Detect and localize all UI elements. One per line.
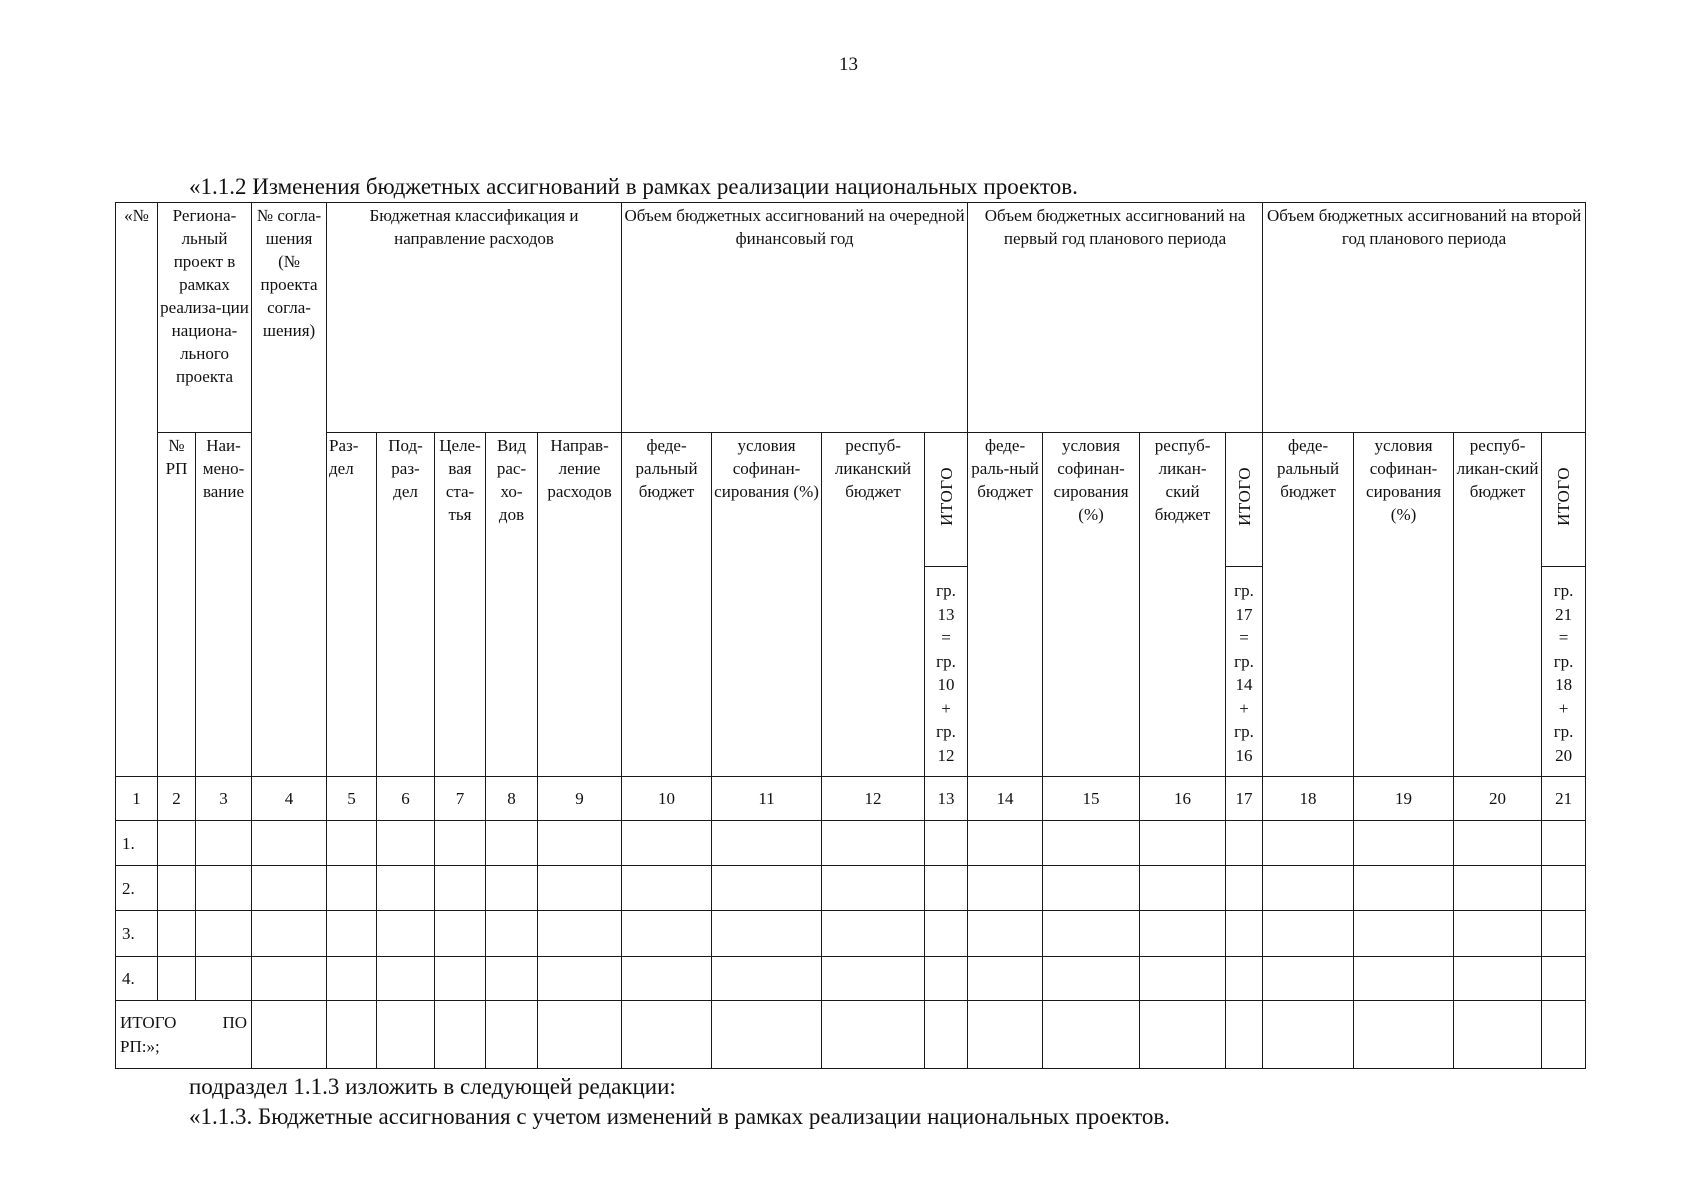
col-number: 9 [538, 777, 622, 821]
col-number: 2 [158, 777, 196, 821]
header-cofin-a: условия софинан-сирования (%) [712, 433, 822, 777]
col-number: 19 [1354, 777, 1454, 821]
header-num: «№ [116, 203, 158, 777]
col-number: 17 [1226, 777, 1263, 821]
budget-allocations-table [115, 202, 1586, 1069]
header-subsection: Под-раз-дел [377, 433, 435, 777]
header-row-sub [116, 433, 1586, 567]
col-number: 1 [116, 777, 158, 821]
col-number: 15 [1043, 777, 1140, 821]
header-expense-direction: Направ-ление расходов [538, 433, 622, 777]
header-cofin-b: условия софинан-сирования (%) [1043, 433, 1140, 777]
footer-next-section: «1.1.3. Бюджетные ассигнования с учетом изменений в рамках реализации национальных проектов. [189, 1104, 1170, 1129]
header-row-top [116, 203, 1586, 433]
column-numbers-row [116, 777, 1586, 821]
formula-col13: гр. 13 = гр. 10 + гр. 12 [925, 567, 968, 777]
col-number: 14 [968, 777, 1043, 821]
header-target-article: Целе-вая ста-тья [435, 433, 486, 777]
col-number: 16 [1140, 777, 1226, 821]
page-number: 13 [839, 54, 858, 75]
row-label: 3. [116, 911, 158, 957]
table-row [116, 957, 1586, 1001]
col-number: 5 [327, 777, 377, 821]
header-regional-project: Региона-льный проект в рамках реализа-ции национа-льного проекта [158, 203, 252, 433]
col-number: 7 [435, 777, 486, 821]
header-rp-number: № РП [158, 433, 196, 777]
section-heading: «1.1.2 Изменения бюджетных ассигнований в рамках реализации национальных проектов. [189, 174, 1078, 199]
total-row [116, 1001, 1586, 1069]
col-number: 11 [712, 777, 822, 821]
header-first-planning-year: Объем бюджетных ассигнований на первый год планового периода [968, 203, 1263, 433]
header-federal-b: феде-раль-ный бюджет [968, 433, 1043, 777]
table-row [116, 911, 1586, 957]
header-name: Наи-мено-вание [196, 433, 252, 777]
row-label: 2. [116, 866, 158, 911]
itogo-a-label: ИТОГО [936, 467, 956, 526]
header-itogo-b [1226, 433, 1263, 567]
itogo-c-label: ИТОГО [1554, 467, 1574, 526]
header-next-year: Объем бюджетных ассигнований на очередной финансовый год [622, 203, 968, 433]
col-number: 18 [1263, 777, 1354, 821]
footer-instruction: подраздел 1.1.3 изложить в следующей редакции: [189, 1074, 676, 1099]
table-row [116, 821, 1586, 866]
header-federal-a: феде-ральный бюджет [622, 433, 712, 777]
header-republic-a: респуб-ликанский бюджет [822, 433, 925, 777]
row-label: 1. [116, 821, 158, 866]
formula-col17: гр. 17 = гр. 14 + гр. 16 [1226, 567, 1263, 777]
header-itogo-a [925, 433, 968, 567]
col-number: 6 [377, 777, 435, 821]
col-number: 21 [1542, 777, 1586, 821]
table-row [116, 866, 1586, 911]
col-number: 3 [196, 777, 252, 821]
col-number: 12 [822, 777, 925, 821]
col-number: 20 [1454, 777, 1542, 821]
header-republic-c: респуб-ликан-ский бюджет [1454, 433, 1542, 777]
col-number: 10 [622, 777, 712, 821]
header-itogo-c [1542, 433, 1586, 567]
header-cofin-c: условия софинан-сирования (%) [1354, 433, 1454, 777]
header-expense-type: Вид рас-хо-дов [486, 433, 538, 777]
row-label: 4. [116, 957, 158, 1001]
itogo-b-label: ИТОГО [1234, 467, 1254, 526]
header-budget-classification: Бюджетная классификация и направление расходов [327, 203, 622, 433]
col-number: 4 [252, 777, 327, 821]
header-agreement: № согла-шения (№ проекта согла-шения) [252, 203, 327, 777]
header-republic-b: респуб-ликан-ский бюджет [1140, 433, 1226, 777]
header-second-planning-year: Объем бюджетных ассигнований на второй год планового периода [1263, 203, 1586, 433]
col-number: 13 [925, 777, 968, 821]
total-label: ИТОГО ПО РП:»; [116, 1001, 252, 1069]
header-section: Раз-дел [327, 433, 377, 777]
header-federal-c: феде-ральный бюджет [1263, 433, 1354, 777]
col-number: 8 [486, 777, 538, 821]
formula-col21: гр. 21 = гр. 18 + гр. 20 [1542, 567, 1586, 777]
